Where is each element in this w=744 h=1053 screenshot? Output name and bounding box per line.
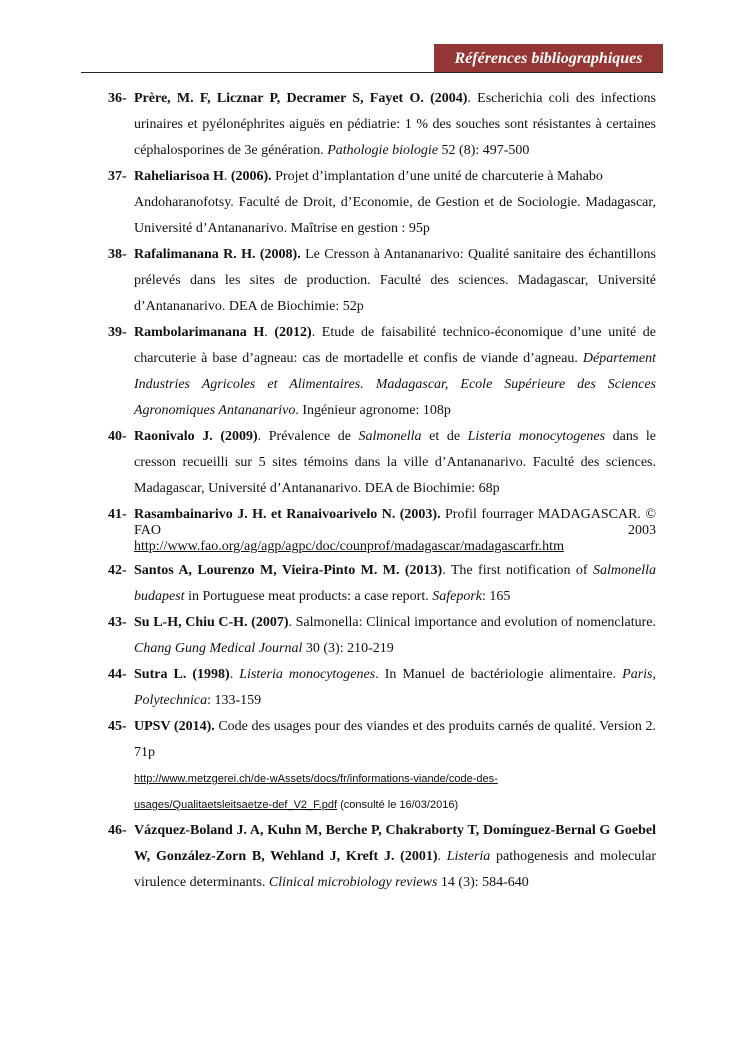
reference-36 [108,86,656,164]
reference-text: Profil fourrager MADAGASCAR. © FAO 2003 [134,507,656,538]
reference-year: (2012) [274,325,312,340]
reference-authors: Rafalimanana R. H. (2008). [134,247,301,262]
reference-tail: : 165 [481,589,511,604]
reference-journal: Clinical microbiology reviews [268,875,438,890]
reference-tail: 52 (8): 497-500 [438,143,530,158]
reference-text: . Salmonella: Clinical importance and evolution of nomenclature. [288,615,656,630]
reference-year: (2006). [230,169,272,184]
reference-40 [108,424,656,502]
reference-number: 39- [108,325,127,340]
reference-tail: 30 (3): 210-219 [302,641,394,656]
reference-authors: Rambolarimanana H [134,325,265,340]
reference-42 [108,558,656,610]
reference-separator: . [223,169,231,184]
reference-tail: 14 (3): 584-640 [437,875,529,890]
reference-text: Andoharanofotsy. Faculté de Droit, d’Economie, de Gestion et de Sociologie. Madagascar, Université d’Antananarivo. Maîtrise en gestion : 95p [134,195,656,236]
reference-first-line: Projet d’implantation d’une unité de charcuterie à Mahabo [271,169,603,184]
reference-tail: : 133-159 [207,693,262,708]
reference-text: pathogenesis and molecular virulence determinants. [134,849,656,890]
reference-text: dans le cresson recueilli sur 5 sites témoins dans la ville d’Antananarivo. Faculté des sciences. Madagascar, Université d’Antananarivo. DEA de Biochimie: 68p [134,429,657,496]
reference-text: . Etude de faisabilité technico-économique d’une unité de charcuterie à base d’agneau: cas de mortadelle et confis de viande d’agneau. [134,325,657,366]
reference-text: in Portuguese meat products: a case report. [184,589,433,604]
reference-authors: Vázquez-Boland J. A, Kuhn M, Berche P, Chakraborty T, Domínguez-Bernal G Goebel W, González-Zorn B, Wehland J, Kreft J. (2001) [134,823,656,864]
reference-organism: Listeria monocytogenes [467,429,606,444]
reference-37 [108,164,656,242]
reference-text: et de [421,429,468,444]
reference-text: . [437,849,447,864]
reference-link[interactable]: usages/Qualitaetsleitsaetze-def_V2_F.pdf [134,799,338,811]
reference-46 [108,818,656,896]
reference-journal: Paris, Polytechnica [134,667,656,708]
reference-authors: Santos A, Lourenzo M, Vieira-Pinto M. M. (2013) [134,563,443,578]
reference-authors: Raonivalo J. (2009) [134,429,258,444]
reference-journal: Safepork [432,589,482,604]
reference-number: 42- [108,563,127,578]
reference-text: Le Cresson à Antananarivo: Qualité sanitaire des échantillons prélevés dans les sites de production. Faculté des sciences. Madagascar, Université d’Antananarivo. DEA de Biochimie: 52p [134,247,656,314]
reference-link[interactable]: http://www.fao.org/ag/agp/agpc/doc/counprof/madagascar/madagascarfr.htm [134,539,564,554]
reference-organism: Salmonella budapest [134,563,657,604]
reference-number: 43- [108,615,127,630]
reference-text: . [229,667,240,682]
reference-number: 45- [108,719,127,734]
reference-organism: Listeria [446,849,491,864]
reference-authors: Raheliarisoa H [134,169,224,184]
reference-39 [108,320,656,424]
reference-tail: . Ingénieur agronome: 108p [295,403,451,418]
reference-organism: Listeria monocytogenes [239,667,376,682]
reference-text: . Prévalence de [257,429,359,444]
reference-38 [108,242,656,320]
header-rule [81,72,663,73]
reference-number: 37- [108,169,127,184]
reference-link[interactable]: http://www.metzgerei.ch/de-wAssets/docs/fr/informations-viande/code-des- [134,773,498,785]
reference-text: . In Manuel de bactériologie alimentaire. [375,667,623,682]
reference-separator: . [264,325,275,340]
reference-authors: Rasambainarivo J. H. et Ranaivoarivelo N. (2003). [134,507,441,522]
reference-organism: Salmonella [358,429,422,444]
reference-number: 44- [108,667,127,682]
reference-authors: Prère, M. F, Licznar P, Decramer S, Fayet O. (2004) [134,91,468,106]
section-header-title: Références bibliographiques [434,44,663,73]
reference-number: 38- [108,247,127,262]
reference-number: 36- [108,91,127,106]
reference-43 [108,610,656,662]
reference-authors: Sutra L. (1998) [134,667,230,682]
reference-44 [108,662,656,714]
reference-journal: Pathologie biologie [327,143,439,158]
reference-journal: Chang Gung Medical Journal [134,641,303,656]
reference-journal: Département Industries Agricoles et Alimentaires. Madagascar, Ecole Supérieure des Sciences Agronomiques Antananarivo [134,351,656,418]
reference-text: . The first notification of [442,563,594,578]
reference-41 [108,507,656,555]
reference-45 [108,714,656,818]
reference-number: 41- [108,507,127,522]
reference-authors: UPSV (2014). [134,719,215,734]
reference-text: Code des usages pour des viandes et des produits carnés de qualité. Version 2. 71p [134,719,656,760]
reference-number: 46- [108,823,127,838]
reference-list [108,86,656,896]
reference-authors: Su L-H, Chiu C-H. (2007) [134,615,289,630]
reference-number: 40- [108,429,127,444]
reference-text: . Escherichia coli des infections urinaires et pyélonéphrites aiguës en pédiatrie: 1 % des souches sont résistantes à certaines céphalosporines de 3e génération. [134,91,656,158]
reference-consulted-date: (consulté le 16/03/2016) [337,799,459,811]
